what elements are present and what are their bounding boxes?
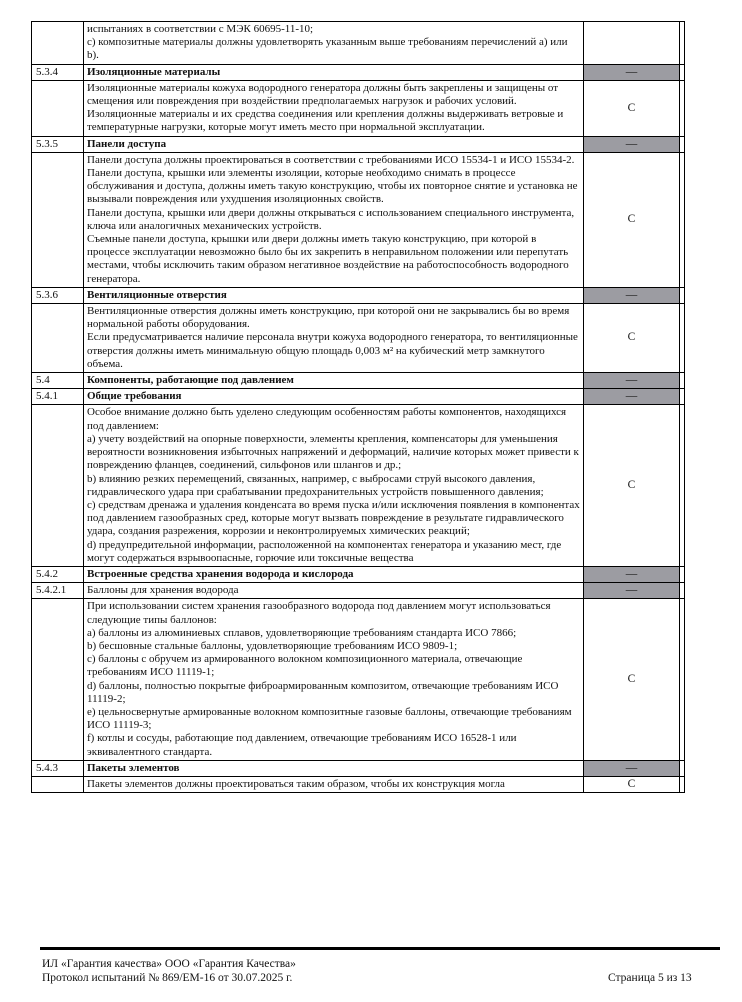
- clause-number: 5.3.4: [32, 64, 84, 80]
- paragraph: а) баллоны из алюминиевых сплавов, удовлетворяющие требованиям стандарта ИСО 7866;: [87, 626, 517, 639]
- paragraph: Изоляционные материалы кожуха водородного генератора должны быть закреплены и защищены от смещения или повреждения при воздействии предполагаемых нагрузок и рабочих условий.: [87, 81, 559, 108]
- clause-number: 5.4.1: [32, 389, 84, 405]
- result-cell: —: [584, 583, 680, 599]
- result-cell: С: [584, 80, 680, 136]
- clause-number: [32, 22, 84, 65]
- requirements-table: [31, 21, 685, 793]
- margin-cell: [680, 64, 685, 80]
- result-cell: [584, 22, 680, 65]
- section-title: [84, 136, 584, 152]
- clause-number: 5.3.6: [32, 287, 84, 303]
- section-title: [84, 583, 584, 599]
- result-cell: С: [584, 599, 680, 760]
- page-number: Страница 5 из 13: [608, 972, 692, 984]
- footer-info: [42, 957, 296, 985]
- section-title: [84, 64, 584, 80]
- paragraph: Панели доступа, крышки или двери должны открываться с использованием специального инструмента, ключа или аналогичных механических устройств.: [87, 206, 575, 232]
- result-cell: —: [584, 373, 680, 389]
- paragraph: Изоляционные материалы и их средства соединения или крепления должны выдерживать ветровые и температурные нагрузки, которые могут иметь место при нормальной эксплуатации.: [87, 108, 564, 134]
- margin-cell: [680, 22, 685, 65]
- requirement-text: [84, 776, 584, 792]
- paragraph: d) предупредительной информации, расположенной на компонентах генератора и указанию мест, где могут содержаться взрывоопасные, горючие или токсичные вещества: [87, 538, 562, 564]
- margin-cell: [680, 405, 685, 566]
- requirement-row: [32, 22, 685, 65]
- margin-cell: [680, 80, 685, 136]
- result-cell: С: [584, 405, 680, 566]
- requirements-table-body: [32, 22, 685, 793]
- requirement-row: [32, 304, 685, 373]
- paragraph: е) цельносвернутые армированные волокном композитные газовые баллоны, отвечающие требованиям ИСО 11119-3;: [87, 705, 572, 732]
- clause-number: [32, 152, 84, 287]
- paragraph: с) баллоны с обручем из армированного волокном композиционного материала, отвечающие требованиям ИСО 11119-1;: [87, 653, 523, 679]
- paragraph: Изоляционные материалы: [87, 65, 221, 78]
- requirement-row: [32, 599, 685, 760]
- paragraph: d) баллоны, полностью покрытые фиброармированным композитом, отвечающие требованиям ИСО 11119-2;: [87, 679, 559, 705]
- paragraph: Съемные панели доступа, крышки или двери должны иметь такую конструкцию, при которой в процессе эксплуатации невозможно было бы их закрепить в неправильном положении или перепутать местами, чтобы исключить таким образом негативное воздействие на работоспособность водородного генератора.: [87, 233, 569, 285]
- clause-number: [32, 405, 84, 566]
- paragraph: b) бесшовные стальные баллоны, удовлетворяющие требованиям ИСО 9809-1;: [87, 639, 458, 652]
- margin-cell: [680, 583, 685, 599]
- section-header-row: [32, 287, 685, 303]
- clause-number: 5.3.5: [32, 136, 84, 152]
- paragraph: Панели доступа, крышки или элементы изоляции, которые необходимо снимать в процессе обслуживания и доступа, должны иметь такую конструкцию, чтобы их повторное снятие и установка не вызывали повреждения или ухудшения изоляционных свойств.: [87, 167, 578, 206]
- margin-cell: [680, 776, 685, 792]
- margin-cell: [680, 304, 685, 373]
- requirement-row: [32, 152, 685, 287]
- section-title: [84, 373, 584, 389]
- margin-cell: [680, 760, 685, 776]
- section-header-row: [32, 373, 685, 389]
- clause-number: [32, 599, 84, 760]
- paragraph: с) композитные материалы должны удовлетворять указанным выше требованиям перечислений а) или b).: [87, 36, 568, 62]
- section-header-row: [32, 136, 685, 152]
- paragraph: Вентиляционные отверстия должны иметь конструкцию, при которой они не закрывались бы во время нормальной работы оборудования.: [87, 305, 570, 331]
- margin-cell: [680, 152, 685, 287]
- paragraph: Если предусматривается наличие персонала внутри кожуха водородного генератора, то вентиляционные отверстия должны иметь минимальную общую площадь 0,003 м² на кубический метр замкнутого объема.: [87, 331, 578, 370]
- paragraph: Пакеты элементов: [87, 761, 180, 774]
- margin-cell: [680, 287, 685, 303]
- margin-cell: [680, 373, 685, 389]
- result-cell: —: [584, 136, 680, 152]
- clause-number: 5.4.2: [32, 566, 84, 582]
- paragraph: Пакеты элементов должны проектироваться таким образом, чтобы их конструкция могла: [87, 777, 505, 790]
- margin-cell: [680, 389, 685, 405]
- requirement-row: [32, 405, 685, 566]
- result-cell: С: [584, 152, 680, 287]
- paragraph: При использовании систем хранения газообразного водорода под давлением могут использоваться следующие типы баллонов:: [87, 600, 551, 626]
- section-title: [84, 287, 584, 303]
- clause-number: [32, 776, 84, 792]
- section-header-row: [32, 64, 685, 80]
- result-cell: —: [584, 566, 680, 582]
- paragraph: Особое внимание должно быть уделено следующим особенностям работы компонентов, находящихся под давлением:: [87, 406, 567, 432]
- requirement-text: [84, 152, 584, 287]
- result-cell: —: [584, 64, 680, 80]
- result-cell: —: [584, 760, 680, 776]
- section-header-row: [32, 566, 685, 582]
- clause-number: 5.4.2.1: [32, 583, 84, 599]
- result-cell: —: [584, 389, 680, 405]
- footer-lab-name: ИЛ «Гарантия качества» ООО «Гарантия Качества»: [42, 958, 296, 970]
- section-header-row: [32, 760, 685, 776]
- section-title: [84, 566, 584, 582]
- paragraph: с) средствам дренажа и удаления конденсата во время пуска и/или исключения появления в компонентах под давлением газообразных сред, которые могут вызвать повреждение в результате гидравлического удара, создания разрежения, коррозии и неконтролируемых химических реакций;: [87, 498, 580, 538]
- clause-number: [32, 304, 84, 373]
- paragraph: испытаниях в соответствии с МЭК 60695-11-10;: [87, 23, 314, 35]
- margin-cell: [680, 136, 685, 152]
- paragraph: Панели доступа: [87, 137, 167, 150]
- requirement-text: [84, 599, 584, 760]
- result-cell: —: [584, 287, 680, 303]
- paragraph: Панели доступа должны проектироваться в соответствии с требованиями ИСО 15534-1 и ИСО 15534-2.: [87, 153, 575, 166]
- requirement-text: [84, 80, 584, 136]
- clause-number: [32, 80, 84, 136]
- clause-number: 5.4: [32, 373, 84, 389]
- section-title: [84, 389, 584, 405]
- clause-number: 5.4.3: [32, 760, 84, 776]
- paragraph: Компоненты, работающие под давлением: [87, 374, 294, 387]
- paragraph: Вентиляционные отверстия: [87, 288, 227, 301]
- section-title: [84, 760, 584, 776]
- paragraph: а) учету воздействий на опорные поверхности, элементы крепления, компенсаторы для уменьшения вероятности возникновения избыточных напряжений и деформаций, наличие которых может привести к повреждению фланцев, соединений, сильфонов или шлангов и др.;: [87, 432, 579, 472]
- margin-cell: [680, 599, 685, 760]
- footer-divider: [40, 947, 720, 950]
- result-cell: С: [584, 304, 680, 373]
- requirement-text: [84, 405, 584, 566]
- paragraph: Встроенные средства хранения водорода и кислорода: [87, 567, 354, 580]
- paragraph: Общие требования: [87, 390, 182, 403]
- section-header-row: [32, 583, 685, 599]
- requirement-row: [32, 80, 685, 136]
- result-cell: С: [584, 776, 680, 792]
- requirement-text: [84, 22, 584, 65]
- paragraph: b) влиянию резких перемещений, связанных, например, с выбросами струй высокого давления, гидравлического удара при срабатывании предохранительных устройств повышенного давления;: [87, 472, 544, 498]
- paragraph: Баллоны для хранения водорода: [87, 584, 239, 597]
- paragraph: f) котлы и сосуды, работающие под давлением, отвечающие требованиям ИСО 16528-1 или эквивалентного стандарта.: [87, 732, 517, 758]
- requirement-row: [32, 776, 685, 792]
- footer-protocol-number: Протокол испытаний № 869/ЕМ-16 от 30.07.2025 г.: [42, 972, 293, 984]
- section-header-row: [32, 389, 685, 405]
- requirement-text: [84, 304, 584, 373]
- margin-cell: [680, 566, 685, 582]
